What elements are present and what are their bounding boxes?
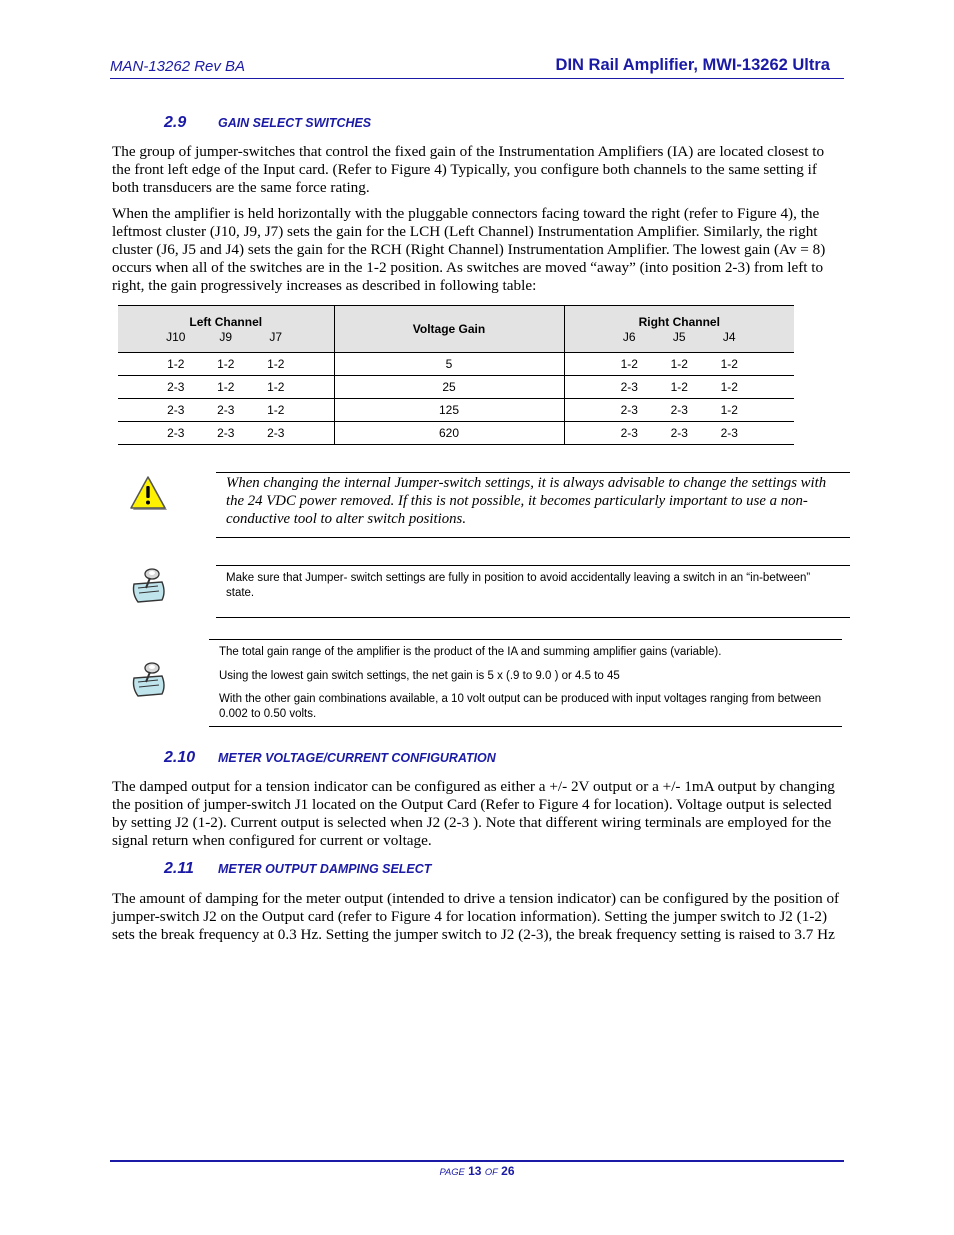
left-channel-title: Left Channel [189, 314, 263, 329]
table-cell: 2-3 [620, 380, 638, 394]
table-cell: 2-3 [217, 403, 235, 417]
jumper-label: J4 [722, 329, 736, 344]
table-cell: 1-2 [620, 357, 638, 371]
table-cell: 2-3 [670, 403, 688, 417]
paragraph: The damped output for a tension indicator can be configured as either a +/- 2V output or a +/- 1mA output by changing the position of jumper-switch J1 located on the Output Card (Refer to Figure 4 for location). Voltage output is selected by setting J2 (1-2). Current output is selected when J2 (2-3 ). Note that different wiring terminals are employed for the signal return when configured for current or voltage. [112, 778, 835, 849]
footer-rule [110, 1160, 844, 1162]
note-text: The total gain range of the amplifier is the product of the IA and summing amplifier gains (variable). [219, 646, 722, 658]
table-cell: 1-2 [670, 357, 688, 371]
table-row [118, 399, 794, 422]
left-channel-header [118, 306, 334, 353]
note-text: Using the lowest gain switch settings, the net gain is 5 x (.9 to 9.0 ) or 4.5 to 45 [219, 670, 620, 682]
table-cell: 125 [334, 399, 564, 422]
page-total: 26 [501, 1164, 515, 1178]
table-cell: 1-2 [267, 403, 285, 417]
table-cell: 620 [334, 422, 564, 445]
section-number: 2.9 [164, 114, 187, 131]
table-row [118, 376, 794, 399]
info-note [209, 639, 842, 727]
table-cell: 1-2 [167, 357, 185, 371]
table-cell: 1-2 [267, 380, 285, 394]
jumper-label: J10 [166, 329, 186, 344]
warning-triangle-icon [128, 474, 168, 517]
paragraph: The amount of damping for the meter output (intended to drive a tension indicator) can be configured by the position of jumper-switch J2 on the Output card (refer to Figure 4 for location information). Setting the jumper switch to J2 (1-2) sets the break frequency at 0.3 Hz. Setting the jumper switch to J2 (2-3), the break frequency setting is raised to 3.7 Hz [112, 890, 840, 943]
table-cell: 2-3 [167, 426, 185, 440]
jumper-label: J7 [269, 329, 283, 344]
of-label: OF [484, 1167, 498, 1177]
table-cell: 2-3 [217, 426, 235, 440]
table-cell: 2-3 [267, 426, 285, 440]
section-title: METER OUTPUT DAMPING SELECT [218, 862, 432, 876]
paragraph: The group of jumper-switches that control the fixed gain of the Instrumentation Amplifiers (IA) are located closest to the front left edge of the Input card. (Refer to Figure 4) Typically, you configure both channels to the same setting if both transducers are the same force rating. [112, 143, 825, 196]
table-cell: 2-3 [670, 426, 688, 440]
table-cell: 1-2 [267, 357, 285, 371]
jumper-label: J9 [219, 329, 233, 344]
warning-note [216, 472, 850, 538]
pushpin-note-icon [128, 658, 170, 705]
table-cell: 2-3 [167, 380, 185, 394]
page-number: 13 [468, 1164, 482, 1178]
table-row [118, 422, 794, 445]
table-cell: 2-3 [720, 426, 738, 440]
page-footer [0, 1164, 954, 1178]
right-channel-title: Right Channel [638, 314, 720, 329]
document-number: MAN-13262 Rev BA [110, 58, 246, 75]
page-label: PAGE [439, 1167, 465, 1177]
note-text: Make sure that Jumper- switch settings are fully in position to avoid accidentally leaving a switch in an “in-between” state. [226, 572, 811, 599]
voltage-gain-header: Voltage Gain [334, 306, 564, 353]
section-heading-2-9 [164, 114, 371, 132]
table-cell: 5 [334, 353, 564, 376]
table-cell: 1-2 [720, 380, 738, 394]
table-cell: 2-3 [620, 426, 638, 440]
section-number: 2.11 [164, 860, 194, 877]
info-note [216, 565, 850, 618]
right-channel-header [564, 306, 794, 353]
table-cell: 1-2 [217, 357, 235, 371]
note-text: With the other gain combinations available, a 10 volt output can be produced with input voltages ranging from between 0.002 to 0.50 volts. [219, 693, 822, 720]
table-cell: 1-2 [720, 403, 738, 417]
page-header [110, 56, 844, 79]
section-title: METER VOLTAGE/CURRENT CONFIGURATION [218, 751, 496, 765]
jumper-label: J6 [622, 329, 636, 344]
table-cell: 2-3 [167, 403, 185, 417]
table-row [118, 353, 794, 376]
paragraph: When the amplifier is held horizontally with the pluggable connectors facing toward the right (refer to Figure 4), the leftmost cluster (J10, J9, J7) sets the gain for the LCH (Left Channel) Instrumentation Amplifier. Similarly, the right cluster (J6, J5 and J4) sets the gain for the RCH (Right Channel) Instrumentation Amplifier. The lowest gain (Av = 8) occurs when all of the switches are in the 1-2 position. As switches are moved “away” (into position 2-3) from left to right, the gain progressively increases as described in following table: [112, 205, 826, 294]
gain-table [118, 305, 794, 445]
table-cell: 1-2 [670, 380, 688, 394]
section-heading-2-10 [164, 749, 496, 767]
table-cell: 1-2 [720, 357, 738, 371]
section-title: GAIN SELECT SWITCHES [218, 116, 372, 130]
table-cell: 2-3 [620, 403, 638, 417]
document-title: DIN Rail Amplifier, MWI-13262 Ultra [555, 56, 830, 74]
table-cell: 1-2 [217, 380, 235, 394]
jumper-label: J5 [672, 329, 686, 344]
table-header-row [118, 306, 794, 353]
section-number: 2.10 [164, 749, 196, 766]
section-heading-2-11 [164, 860, 431, 878]
warning-text: When changing the internal Jumper-switch settings, it is always advisable to change the settings with the 24 VDC power removed. If this is not possible, it becomes particularly important to use a non-conductive tool to alter switch positions. [226, 475, 827, 527]
table-cell: 25 [334, 376, 564, 399]
pushpin-note-icon [128, 564, 170, 611]
